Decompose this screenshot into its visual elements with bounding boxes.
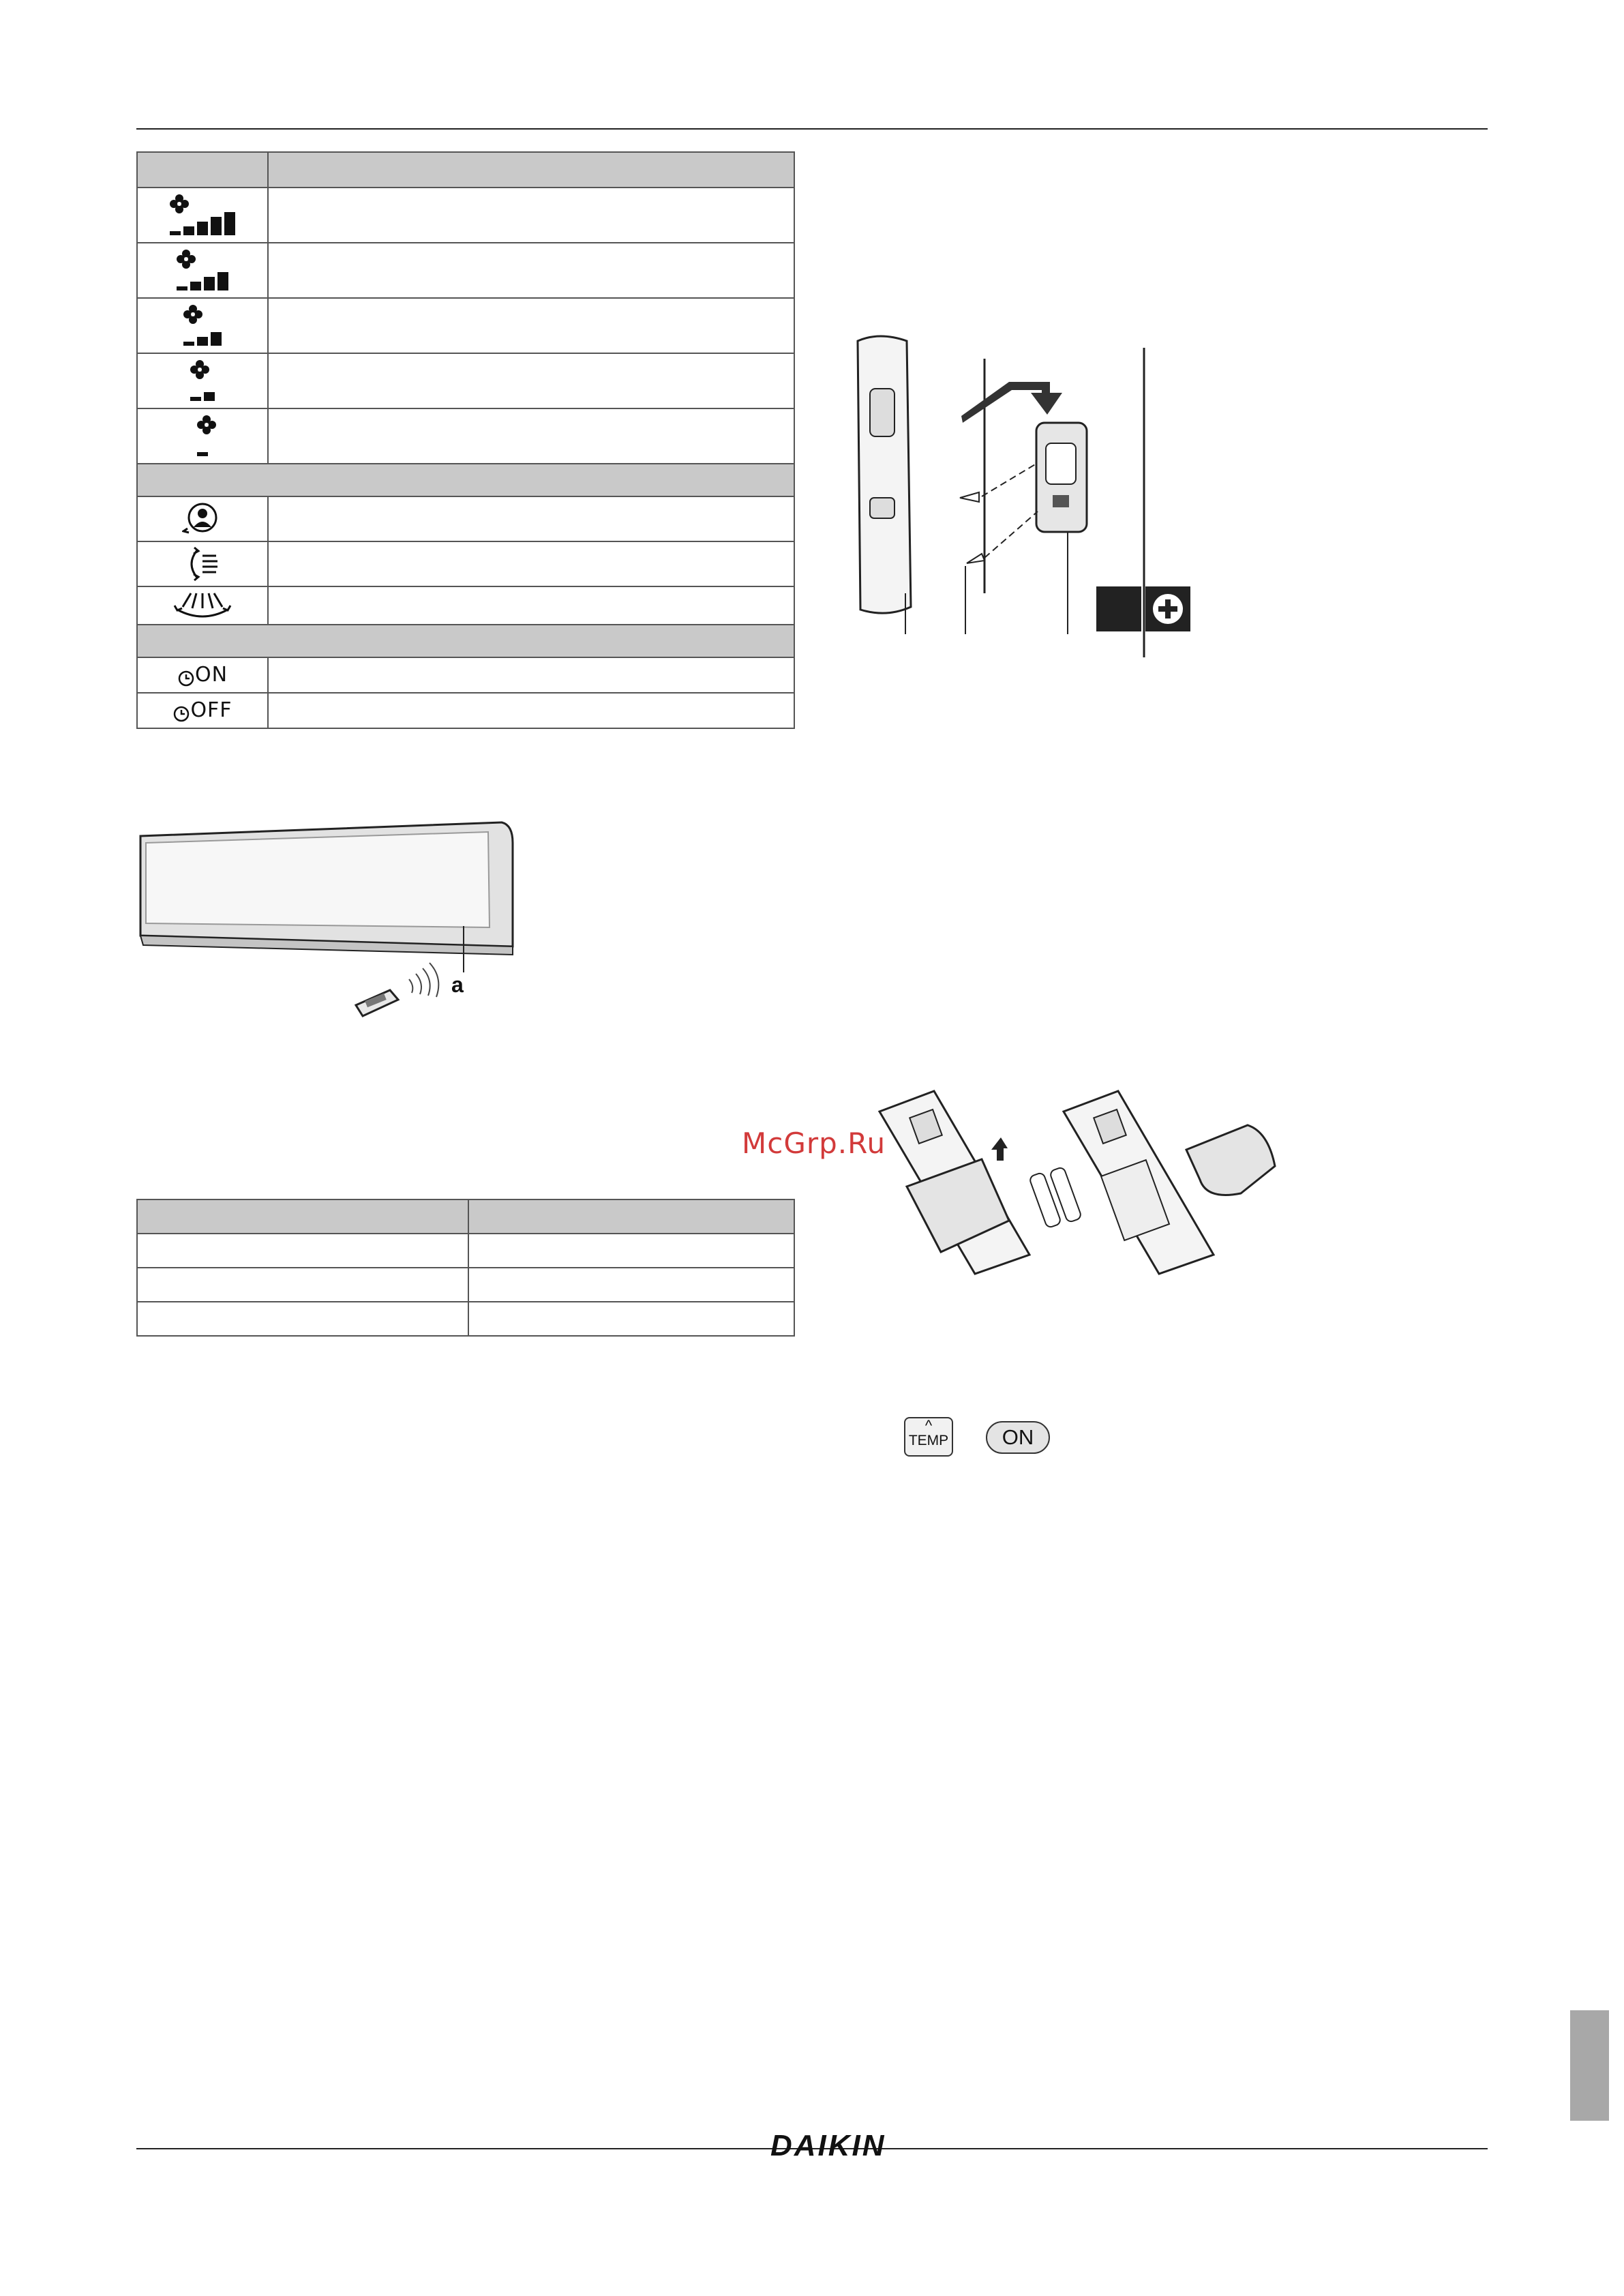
- fan-speed-4-icon: [165, 248, 240, 293]
- fan-level-bar: [197, 222, 208, 235]
- info-table: [136, 1199, 795, 1337]
- remote-holder-figure: [845, 334, 1200, 661]
- fan-level-bar: [204, 277, 215, 290]
- fan-level-bar: [183, 342, 194, 346]
- section-tab: [1570, 2010, 1609, 2121]
- table-row: [137, 541, 794, 586]
- fan-level-bar: [197, 452, 208, 456]
- fan-speed-3-icon: [165, 303, 240, 348]
- horizontal-swing-icon: [172, 591, 233, 621]
- table-section-row: [137, 625, 794, 657]
- indoor-unit-figure: [134, 816, 515, 1034]
- fan-level-bar: [204, 392, 215, 401]
- table-row: [137, 586, 794, 625]
- table-row: [137, 243, 794, 298]
- table-row: [137, 408, 794, 464]
- table-row: [137, 1302, 794, 1336]
- table-row: [137, 188, 794, 243]
- watermark: McGrp.Ru: [742, 1127, 886, 1160]
- battery-replacement-figure: [866, 1084, 1302, 1275]
- fan-blades-icon: [197, 415, 216, 434]
- fan-level-bar: [177, 286, 187, 290]
- table-header-row: [137, 1199, 794, 1234]
- comfort-airflow-icon: [182, 501, 223, 537]
- fan-blades-icon: [170, 194, 189, 213]
- timer-on-symbol: [177, 663, 228, 687]
- fan-blades-icon: [177, 250, 196, 269]
- table-row: [137, 298, 794, 353]
- symbol-table: [136, 151, 795, 729]
- daikin-logo: DAIKIN: [770, 2129, 886, 2162]
- fan-level-bar: [183, 226, 194, 235]
- fan-level-bar: [211, 217, 222, 235]
- fan-speed-2-icon: [165, 359, 240, 404]
- fan-blades-icon: [183, 305, 202, 324]
- fan-level-bar: [190, 397, 201, 401]
- timer-icon: [172, 705, 190, 723]
- vertical-swing-icon: [182, 546, 223, 582]
- timer-off-symbol: [172, 698, 232, 723]
- table-row: [137, 353, 794, 408]
- timer-icon: [177, 670, 195, 687]
- temp-button-label: TEMP: [908, 1433, 949, 1448]
- table-row: [137, 1268, 794, 1302]
- table-header-row: [137, 152, 794, 188]
- fan-level-bar: [190, 282, 201, 290]
- fan-level-bar: [217, 272, 228, 290]
- fan-speed-1-icon: [165, 414, 240, 459]
- table-row: [137, 657, 794, 693]
- fan-level-bar: [211, 332, 222, 346]
- table-row: [137, 496, 794, 541]
- chevron-up-icon: ^: [924, 1417, 933, 1434]
- fan-level-bar: [170, 231, 181, 235]
- table-row: [137, 693, 794, 728]
- fan-level-bar: [197, 337, 208, 346]
- timer-off-label: OFF: [190, 698, 232, 723]
- fan-level-bar: [224, 212, 235, 235]
- header-rule: [136, 128, 1488, 130]
- fan-speed-5-icon: [165, 193, 240, 238]
- fan-blades-icon: [190, 360, 209, 379]
- table-section-row: [137, 464, 794, 496]
- temp-up-button[interactable]: [904, 1417, 953, 1457]
- table-row: [137, 1234, 794, 1268]
- on-button[interactable]: ON: [986, 1421, 1050, 1454]
- indoor-unit-label: a: [451, 972, 464, 997]
- timer-on-label: ON: [194, 663, 228, 687]
